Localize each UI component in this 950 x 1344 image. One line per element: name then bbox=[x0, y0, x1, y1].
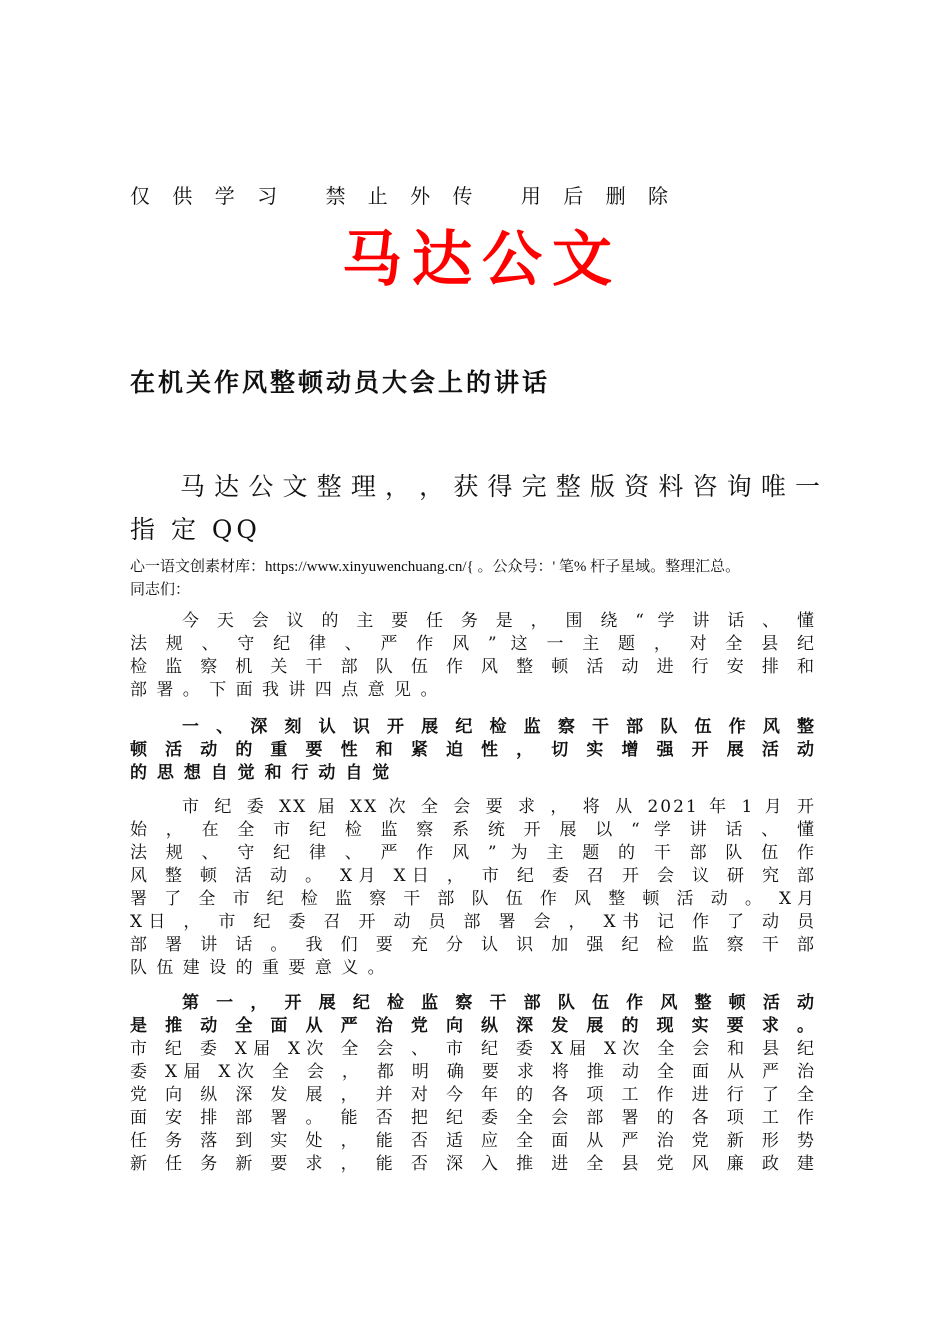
text-line: X日 ， 市 纪 委 召 开 动 员 部 署 会 ， X书 记 作 了 动 员 bbox=[130, 912, 816, 932]
text-line: 法 规 、 守 纪 律 、 严 作 风 ” 这 一 主 题 ， 对 全 县 纪 bbox=[130, 634, 816, 654]
brand-logo: 马达公文 bbox=[342, 225, 622, 295]
text-line: 今 天 会 议 的 主 要 任 务 是 ， 围 绕 “ 学 讲 话 、 懂 bbox=[182, 611, 816, 631]
text-line: 第 一 ， 开 展 纪 检 监 察 干 部 队 伍 作 风 整 顿 活 动 bbox=[182, 993, 817, 1013]
paragraph-3-lead bbox=[130, 992, 816, 1038]
text-line: 一 、 深 刻 认 识 开 展 纪 检 监 察 干 部 队 伍 作 风 整 bbox=[182, 717, 817, 737]
source-line-2: 指 定 QQ bbox=[130, 515, 261, 544]
text-line: 是 推 动 全 面 从 严 治 党 向 纵 深 发 展 的 现 实 要 求 。 bbox=[130, 1016, 816, 1036]
text-line: 风 整 顿 活 动 。 X月 X日 ， 市 纪 委 召 开 会 议 研 究 部 bbox=[130, 866, 816, 886]
meta-line: 心一语文创素材库：https://www.xinyuwenchuang.cn/{ 。公众号：' 笔% 杆子星域。整理汇总。 bbox=[130, 559, 741, 575]
source-line-1: 马 达 公 文 整 理 ， ， 获 得 完 整 版 资 料 咨 询 唯 一 bbox=[180, 472, 820, 501]
notice-no-distribution: 禁 止 外 传 bbox=[325, 184, 481, 208]
text-line: 面 安 排 部 署 。 能 否 把 纪 委 全 会 部 署 的 各 项 工 作 bbox=[130, 1108, 816, 1128]
greeting: 同志们： bbox=[130, 580, 191, 598]
document-title: 在机关作风整顿动员大会上的讲话 bbox=[130, 368, 551, 397]
text-line: 委 X届 X次 全 会 ， 都 明 确 要 求 将 推 动 全 面 从 严 治 bbox=[130, 1062, 816, 1082]
text-line: 检 监 察 机 关 干 部 队 伍 作 风 整 顿 活 动 进 行 安 排 和 bbox=[130, 657, 816, 677]
text-line: 署 了 全 市 纪 检 监 察 干 部 队 伍 作 风 整 顿 活 动 。 X月 bbox=[130, 889, 816, 909]
text-line: 的 思 想 自 觉 和 行 动 自 觉 bbox=[130, 763, 392, 783]
notice-study-only: 仅 供 学 习 bbox=[130, 184, 286, 208]
text-line: 始 ， 在 全 市 纪 检 监 察 系 统 开 展 以 “ 学 讲 话 、 懂 bbox=[130, 820, 816, 840]
text-line: 市 纪 委 X届 X次 全 会 、 市 纪 委 X届 X次 全 会 和 县 纪 bbox=[130, 1039, 816, 1059]
text-line: 法 规 、 守 纪 律 、 严 作 风 ” 为 主 题 的 干 部 队 伍 作 bbox=[130, 843, 816, 863]
text-line: 任 务 落 到 实 处 ， 能 否 适 应 全 面 从 严 治 党 新 形 势 bbox=[130, 1131, 816, 1151]
text-line: 部 署 讲 话 。 我 们 要 充 分 认 识 加 强 纪 检 监 察 干 部 bbox=[130, 935, 816, 955]
text-line: 新 任 务 新 要 求 ， 能 否 深 入 推 进 全 县 党 风 廉 政 建 bbox=[130, 1154, 816, 1174]
paragraph-2 bbox=[130, 796, 816, 980]
text-line: 顿 活 动 的 重 要 性 和 紧 迫 性 ， 切 实 增 强 开 展 活 动 bbox=[130, 740, 816, 760]
text-line: 市 纪 委 XX 届 XX 次 全 会 要 求 ， 将 从 2021 年 1 月 开 bbox=[182, 797, 816, 817]
text-line: 党 向 纵 深 发 展 ， 并 对 今 年 的 各 项 工 作 进 行 了 全 bbox=[130, 1085, 816, 1105]
notice-line bbox=[130, 180, 702, 209]
paragraph-1 bbox=[130, 610, 816, 702]
notice-delete-after-use: 用 后 删 除 bbox=[520, 184, 676, 208]
heading-1 bbox=[130, 716, 816, 785]
text-line: 部 署 。 下 面 我 讲 四 点 意 见 。 bbox=[130, 680, 440, 700]
text-line: 队 伍 建 设 的 重 要 意 义 。 bbox=[130, 958, 387, 978]
paragraph-3 bbox=[130, 1038, 816, 1176]
